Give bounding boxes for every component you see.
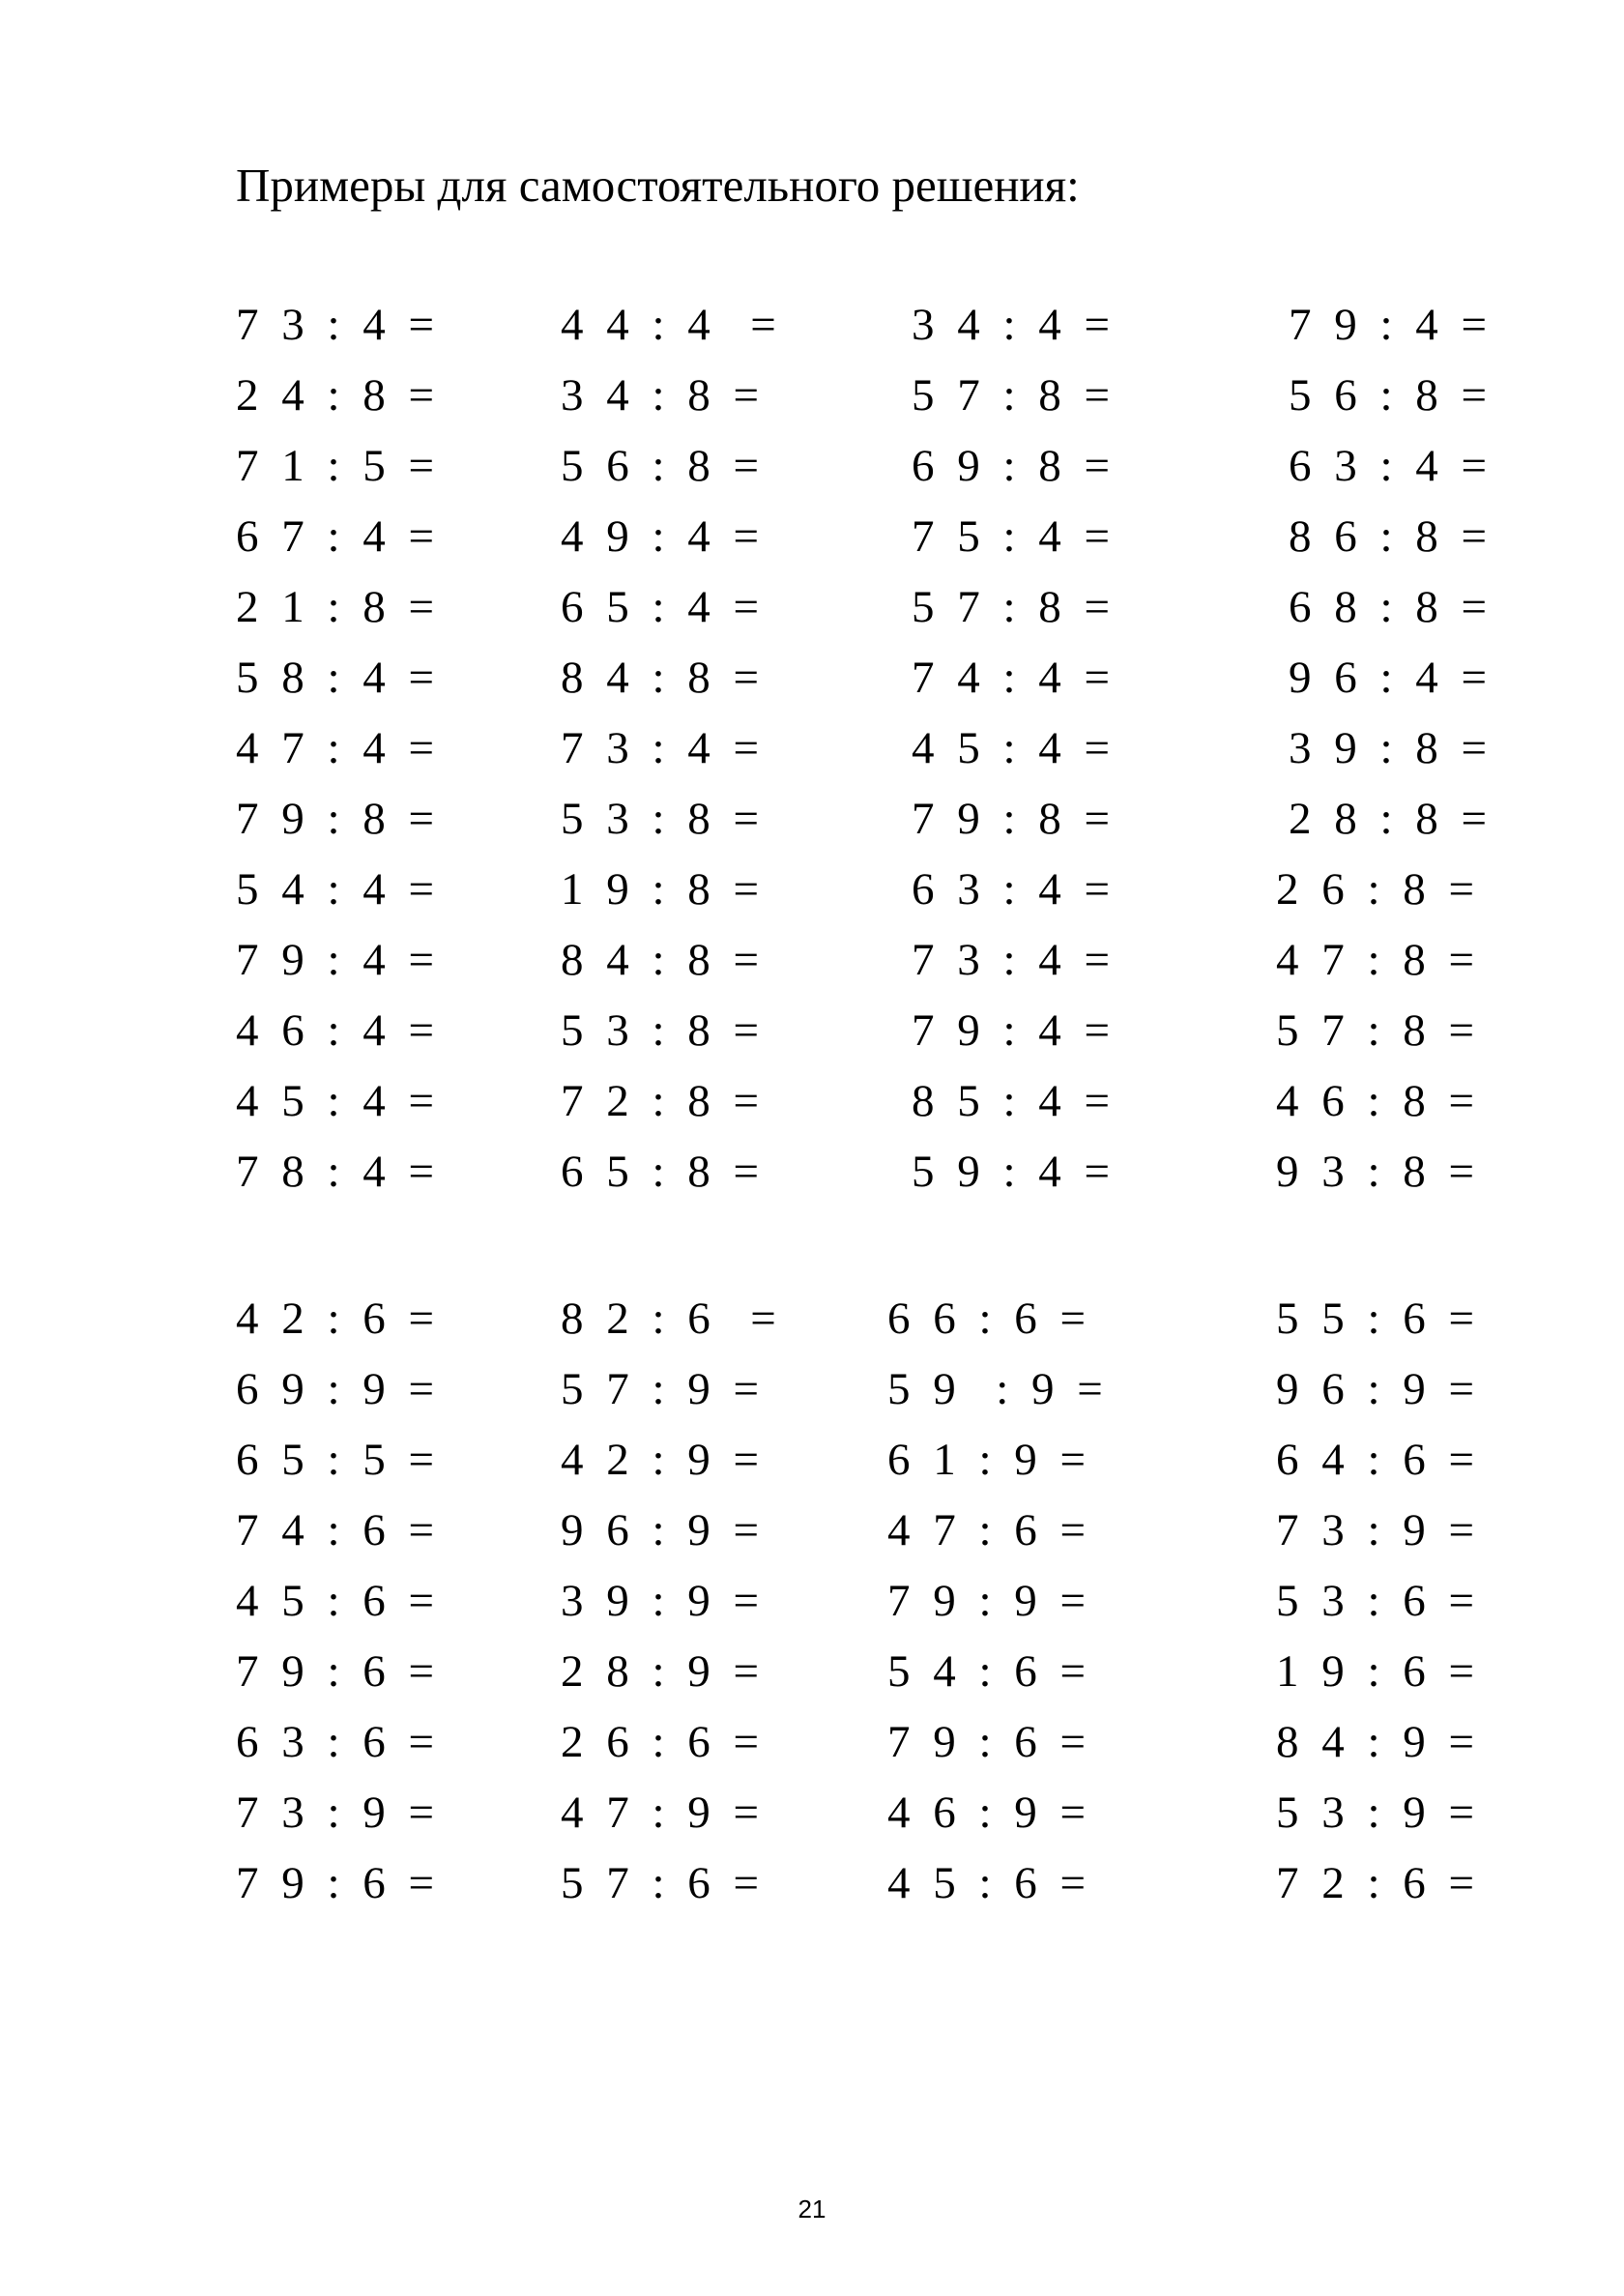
division-example: 4 2 : 6 = <box>236 1293 441 1344</box>
division-example: 6 6 : 6 = <box>887 1293 1092 1344</box>
division-example: 7 9 : 8 = <box>236 794 441 844</box>
division-example: 7 3 : 4 = <box>912 935 1116 985</box>
division-example: 4 5 : 4 = <box>912 723 1116 773</box>
division-example: 7 2 : 6 = <box>1276 1858 1481 1908</box>
example-row <box>0 713 1624 784</box>
division-example: 8 6 : 8 = <box>1289 511 1494 562</box>
division-example: 6 9 : 8 = <box>912 441 1116 491</box>
division-example: 2 4 : 8 = <box>236 370 441 421</box>
division-example: 6 7 : 4 = <box>236 511 441 562</box>
division-example: 7 3 : 4 = <box>561 723 766 773</box>
division-example: 4 6 : 9 = <box>887 1787 1092 1838</box>
example-row <box>0 1284 1624 1354</box>
example-row <box>0 996 1624 1066</box>
division-example: 7 3 : 9 = <box>1276 1505 1481 1555</box>
division-example: 8 5 : 4 = <box>912 1076 1116 1126</box>
division-example: 7 1 : 5 = <box>236 441 441 491</box>
division-example: 6 8 : 8 = <box>1289 582 1494 632</box>
division-example: 8 4 : 9 = <box>1276 1717 1481 1767</box>
division-example: 5 7 : 9 = <box>561 1364 766 1414</box>
example-row <box>0 643 1624 713</box>
example-row <box>0 1637 1624 1707</box>
division-example: 6 5 : 5 = <box>236 1435 441 1485</box>
division-example: 7 4 : 6 = <box>236 1505 441 1555</box>
division-example: 4 5 : 4 = <box>236 1076 441 1126</box>
example-row <box>0 572 1624 643</box>
example-row <box>0 1778 1624 1848</box>
division-example: 5 7 : 8 = <box>912 582 1116 632</box>
division-example: 6 3 : 6 = <box>236 1717 441 1767</box>
example-row <box>0 431 1624 502</box>
division-example: 4 7 : 6 = <box>887 1505 1092 1555</box>
division-example: 9 6 : 9 = <box>1276 1364 1481 1414</box>
division-example: 8 4 : 8 = <box>561 653 766 703</box>
division-example: 3 4 : 8 = <box>561 370 766 421</box>
example-row <box>0 855 1624 925</box>
division-example: 3 9 : 9 = <box>561 1576 766 1626</box>
division-example: 2 8 : 8 = <box>1289 794 1494 844</box>
division-example: 4 6 : 8 = <box>1276 1076 1481 1126</box>
division-example: 6 4 : 6 = <box>1276 1435 1481 1485</box>
division-example: 7 9 : 6 = <box>887 1717 1092 1767</box>
division-example: 4 2 : 9 = <box>561 1435 766 1485</box>
division-example: 7 5 : 4 = <box>912 511 1116 562</box>
division-example: 1 9 : 6 = <box>1276 1646 1481 1697</box>
division-example: 7 3 : 4 = <box>236 300 441 350</box>
division-example: 5 3 : 6 = <box>1276 1576 1481 1626</box>
division-example: 5 9 : 9 = <box>887 1364 1109 1414</box>
division-example: 9 6 : 9 = <box>561 1505 766 1555</box>
division-example: 7 2 : 8 = <box>561 1076 766 1126</box>
example-row <box>0 1848 1624 1919</box>
division-example: 7 9 : 9 = <box>887 1576 1092 1626</box>
division-example: 5 4 : 4 = <box>236 864 441 915</box>
division-example: 4 4 : 4 = <box>561 300 782 350</box>
division-example: 4 5 : 6 = <box>887 1858 1092 1908</box>
division-example: 3 9 : 8 = <box>1289 723 1494 773</box>
example-row <box>0 502 1624 572</box>
division-example: 4 7 : 8 = <box>1276 935 1481 985</box>
division-example: 5 3 : 8 = <box>561 1005 766 1056</box>
division-example: 7 9 : 4 = <box>1289 300 1494 350</box>
example-row <box>0 925 1624 996</box>
division-example: 4 7 : 9 = <box>561 1787 766 1838</box>
division-example: 8 2 : 6 = <box>561 1293 782 1344</box>
division-example: 6 5 : 8 = <box>561 1147 766 1197</box>
division-example: 3 4 : 4 = <box>912 300 1116 350</box>
division-example: 2 6 : 8 = <box>1276 864 1481 915</box>
division-example: 9 6 : 4 = <box>1289 653 1494 703</box>
example-row <box>0 1566 1624 1637</box>
division-example: 8 4 : 8 = <box>561 935 766 985</box>
division-example: 4 6 : 4 = <box>236 1005 441 1056</box>
division-example: 5 7 : 6 = <box>561 1858 766 1908</box>
example-row <box>0 1496 1624 1566</box>
example-row <box>0 1425 1624 1496</box>
division-example: 2 1 : 8 = <box>236 582 441 632</box>
example-row <box>0 1137 1624 1207</box>
example-row <box>0 361 1624 431</box>
division-example: 5 5 : 6 = <box>1276 1293 1481 1344</box>
division-example: 7 9 : 8 = <box>912 794 1116 844</box>
division-example: 5 4 : 6 = <box>887 1646 1092 1697</box>
division-example: 6 1 : 9 = <box>887 1435 1092 1485</box>
division-examples-section-2 <box>0 1284 1624 1919</box>
page-title: Примеры для самостоятельного решения: <box>236 159 1080 212</box>
example-row <box>0 290 1624 361</box>
division-example: 9 3 : 8 = <box>1276 1147 1481 1197</box>
division-example: 7 3 : 9 = <box>236 1787 441 1838</box>
division-example: 7 4 : 4 = <box>912 653 1116 703</box>
page-number: 21 <box>798 2194 826 2223</box>
division-example: 5 3 : 9 = <box>1276 1787 1481 1838</box>
division-example: 4 7 : 4 = <box>236 723 441 773</box>
division-example: 4 9 : 4 = <box>561 511 766 562</box>
division-example: 5 3 : 8 = <box>561 794 766 844</box>
division-examples-section-1 <box>0 290 1624 1207</box>
division-example: 6 9 : 9 = <box>236 1364 441 1414</box>
division-example: 6 5 : 4 = <box>561 582 766 632</box>
division-example: 5 6 : 8 = <box>1289 370 1494 421</box>
example-row <box>0 1707 1624 1778</box>
example-row <box>0 1354 1624 1425</box>
division-example: 6 3 : 4 = <box>1289 441 1494 491</box>
division-example: 2 6 : 6 = <box>561 1717 766 1767</box>
example-row <box>0 1066 1624 1137</box>
division-example: 7 8 : 4 = <box>236 1147 441 1197</box>
division-example: 7 9 : 6 = <box>236 1646 441 1697</box>
division-example: 1 9 : 8 = <box>561 864 766 915</box>
division-example: 2 8 : 9 = <box>561 1646 766 1697</box>
division-example: 5 7 : 8 = <box>912 370 1116 421</box>
division-example: 6 3 : 4 = <box>912 864 1116 915</box>
division-example: 5 9 : 4 = <box>912 1147 1116 1197</box>
division-example: 5 7 : 8 = <box>1276 1005 1481 1056</box>
division-example: 4 5 : 6 = <box>236 1576 441 1626</box>
example-row <box>0 784 1624 855</box>
division-example: 7 9 : 4 = <box>236 935 441 985</box>
division-example: 7 9 : 4 = <box>912 1005 1116 1056</box>
division-example: 7 9 : 6 = <box>236 1858 441 1908</box>
division-example: 5 8 : 4 = <box>236 653 441 703</box>
division-example: 5 6 : 8 = <box>561 441 766 491</box>
